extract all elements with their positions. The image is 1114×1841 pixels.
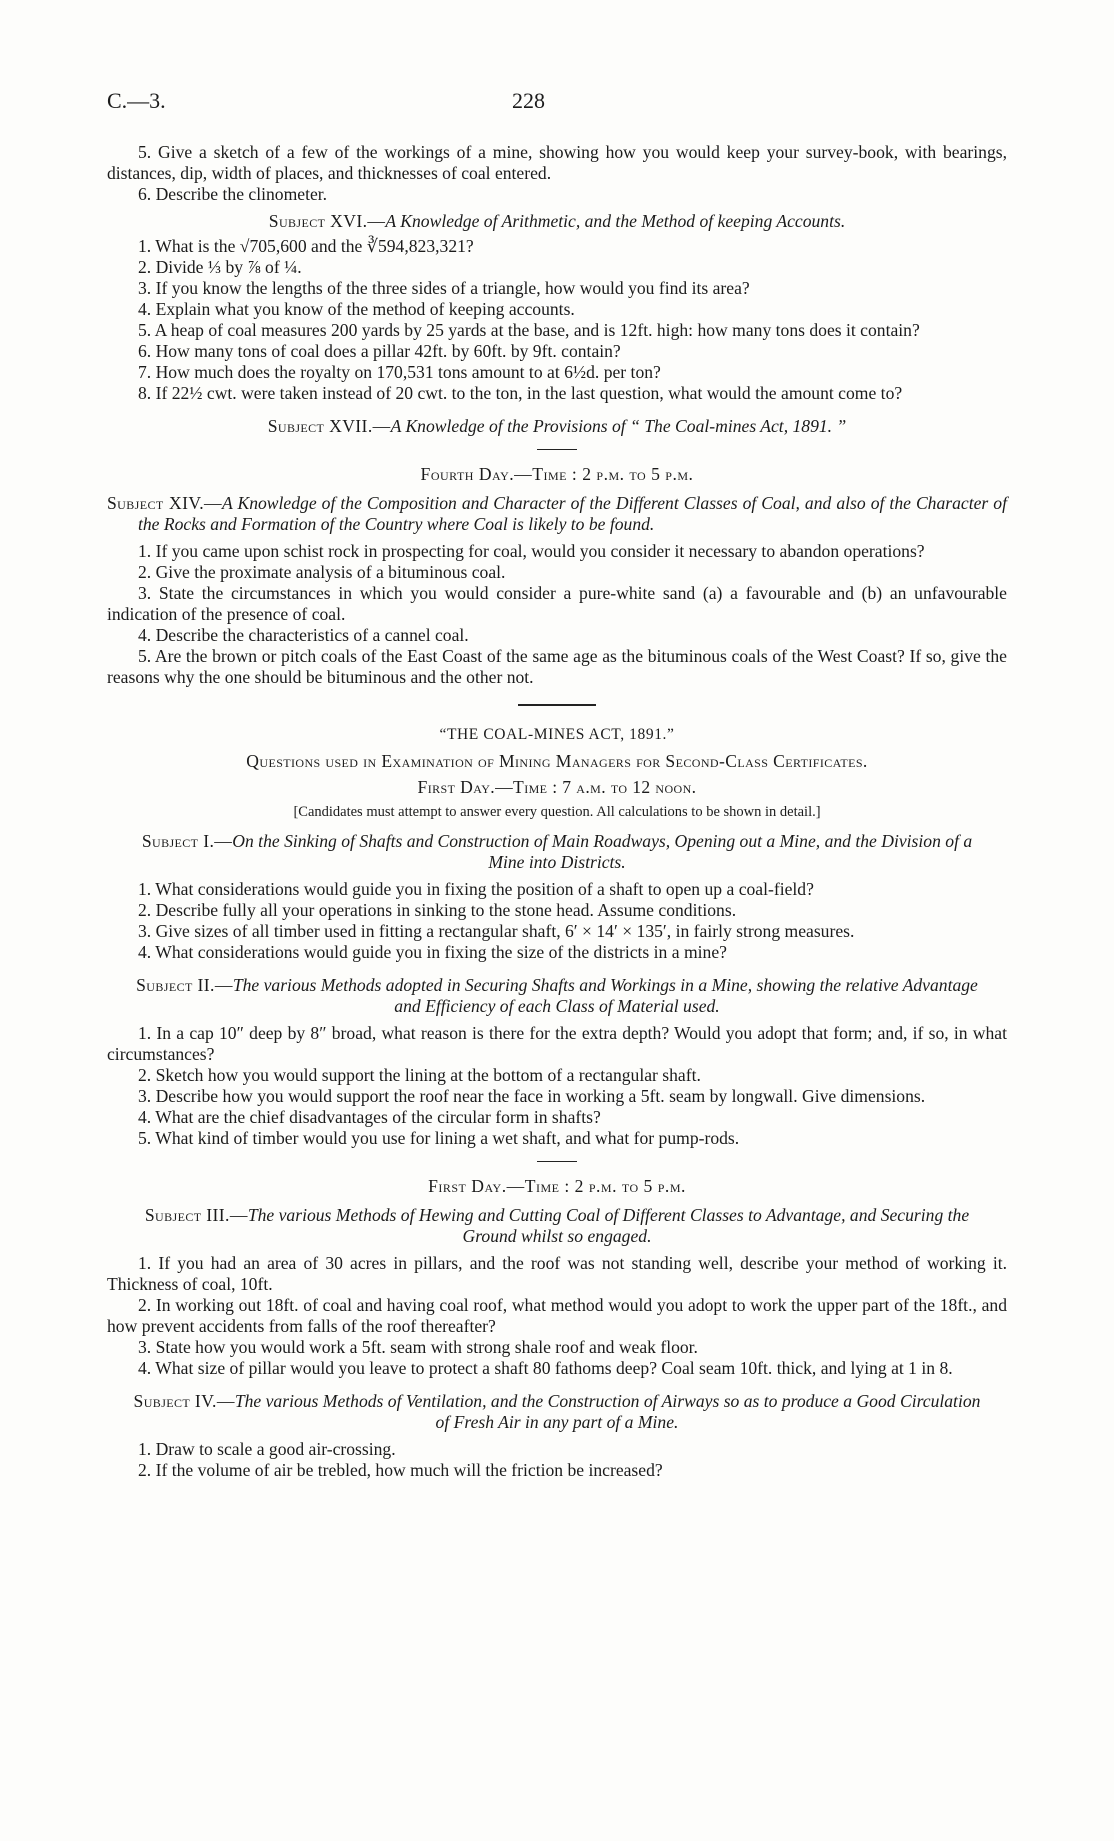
subject-title: On the Sinking of Shafts and Construction of Main Roadways, Opening out a Mine, and the Division of a Mine into Districts. <box>232 831 973 872</box>
question: 8. If 22½ cwt. were taken instead of 20 cwt. to the ton, in the last question, what would the amount come to? <box>138 383 903 403</box>
subject-heading-xvi <box>107 211 1007 232</box>
question: 4. Explain what you know of the method of keeping accounts. <box>138 299 575 319</box>
question: 3. State how you would work a 5ft. seam with strong shale roof and weak floor. <box>138 1337 698 1357</box>
subject-label: Subject III.— <box>144 1205 248 1225</box>
section-divider <box>537 1161 577 1162</box>
question: 3. State the circumstances in which you would consider a pure-white sand (a) a favourable and (b) an unfavourable indication of the presence of coal. <box>107 583 1007 624</box>
question: 2. Sketch how you would support the lining at the bottom of a rectangular shaft. <box>138 1065 701 1085</box>
question: 2. Give the proximate analysis of a bituminous coal. <box>138 562 506 582</box>
subject-label: Subject XVII.— <box>267 416 391 436</box>
question: 5. Give a sketch of a few of the workings of a mine, showing how you would keep your survey-book, with bearings, distances, dip, width of places, and thicknesses of coal entered. <box>107 142 1007 183</box>
question: 5. A heap of coal measures 200 yards by 25 yards at the base, and is 12ft. high: how many tons does it contain? <box>138 320 920 340</box>
page-number: 228 <box>512 88 545 113</box>
question: 3. Give sizes of all timber used in fitting a rectangular shaft, 6′ × 14′ × 135′, in fairly strong measures. <box>138 921 855 941</box>
question: 6. How many tons of coal does a pillar 42ft. by 60ft. by 9ft. contain? <box>138 341 621 361</box>
question: 7. How much does the royalty on 170,531 tons amount to at 6½d. per ton? <box>138 362 661 382</box>
subject-title: A Knowledge of the Composition and Character of the Different Classes of Coal, and also of the Character of the Rocks and Formation of the Country where Coal is likely to be found. <box>138 493 1007 534</box>
subject-label: Subject XVI.— <box>268 211 386 231</box>
day-heading-first-am: First Day.—Time : 7 a.m. to 12 noon. <box>417 777 697 797</box>
question: 1. If you came upon schist rock in prospecting for coal, would you consider it necessary to abandon operations? <box>138 541 925 561</box>
question: 5. What kind of timber would you use for lining a wet shaft, and what for pump-rods. <box>138 1128 740 1148</box>
subject-title: The various Methods of Ventilation, and the Construction of Airways so as to produce a Good Circulation of Fresh Air in any part of a Mine. <box>234 1391 981 1432</box>
subject-title: A Knowledge of Arithmetic, and the Method of keeping Accounts. <box>385 211 846 231</box>
subject-title: The various Methods of Hewing and Cutting Coal of Different Classes to Advantage, and Securing the Ground whilst so engaged. <box>247 1205 970 1246</box>
subject-heading-xvii <box>107 416 1007 437</box>
question: 1. Draw to scale a good air-crossing. <box>138 1439 396 1459</box>
subject-heading-xiv <box>107 493 1007 535</box>
question: 4. Describe the characteristics of a cannel coal. <box>138 625 469 645</box>
question: 2. In working out 18ft. of coal and having coal roof, what method would you adopt to work the upper part of the 18ft., and how prevent accidents from falls of the roof thereafter? <box>107 1295 1007 1336</box>
question: 2. If the volume of air be trebled, how much will the friction be increased? <box>138 1460 663 1480</box>
subject-label: Subject II.— <box>136 975 233 995</box>
candidate-note: [Candidates must attempt to answer every question. All calculations to be shown in detail.] <box>293 804 821 820</box>
subject-label: Subject IV.— <box>133 1391 235 1411</box>
document-body <box>107 142 1007 1481</box>
question: 1. If you had an area of 30 acres in pillars, and the roof was not standing well, describe your method of working it. Thickness of coal, 10ft. <box>107 1253 1007 1294</box>
subject-heading-iii <box>107 1205 1007 1247</box>
subject-label: Subject XIV.— <box>107 493 223 513</box>
question: 1. What is the √705,600 and the ∛594,823,321? <box>138 236 474 256</box>
question: 1. In a cap 10″ deep by 8″ broad, what reason is there for the extra depth? Would you adopt that form; and, if so, in what circumstances? <box>107 1023 1007 1064</box>
question: 6. Describe the clinometer. <box>138 184 328 204</box>
question: 4. What are the chief disadvantages of the circular form in shafts? <box>138 1107 601 1127</box>
question: 3. If you know the lengths of the three sides of a triangle, how would you find its area? <box>138 278 750 298</box>
question: 5. Are the brown or pitch coals of the East Coast of the same age as the bituminous coals of the West Coast? If so, give the reasons why the one should be bituminous and the other not. <box>107 646 1007 687</box>
question: 3. Describe how you would support the roof near the face in working a 5ft. seam by longwall. Give dimensions. <box>138 1086 926 1106</box>
question: 1. What considerations would guide you in fixing the position of a shaft to open up a coal-field? <box>138 879 814 899</box>
section-divider <box>537 449 577 450</box>
subject-heading-ii <box>107 975 1007 1017</box>
question: 4. What size of pillar would you leave to protect a shaft 80 fathoms deep? Coal seam 10ft. thick, and lying at 1 in 8. <box>138 1358 953 1378</box>
act-title: “THE COAL-MINES ACT, 1891.” <box>439 726 675 743</box>
subject-title: A Knowledge of the Provisions of “ The Coal-mines Act, 1891. ” <box>390 416 847 436</box>
subject-label: Subject I.— <box>141 831 233 851</box>
page-reference: C.—3. <box>107 88 166 113</box>
question: 2. Divide ⅓ by ⅞ of ¼. <box>138 257 302 277</box>
subject-title: The various Methods adopted in Securing Shafts and Workings in a Mine, showing the relative Advantage and Efficiency of each Class of Material used. <box>232 975 978 1016</box>
running-head <box>107 90 1007 116</box>
subject-heading-i <box>107 831 1007 873</box>
exam-subtitle: Questions used in Examination of Mining Managers for Second-Class Certificates. <box>246 751 868 771</box>
day-heading-first-pm: First Day.—Time : 2 p.m. to 5 p.m. <box>428 1176 686 1196</box>
section-divider <box>518 704 596 706</box>
day-heading-fourth: Fourth Day.—Time : 2 p.m. to 5 p.m. <box>420 464 694 484</box>
question: 2. Describe fully all your operations in sinking to the stone head. Assume conditions. <box>138 900 737 920</box>
subject-heading-iv <box>107 1391 1007 1433</box>
question: 4. What considerations would guide you in fixing the size of the districts in a mine? <box>138 942 727 962</box>
